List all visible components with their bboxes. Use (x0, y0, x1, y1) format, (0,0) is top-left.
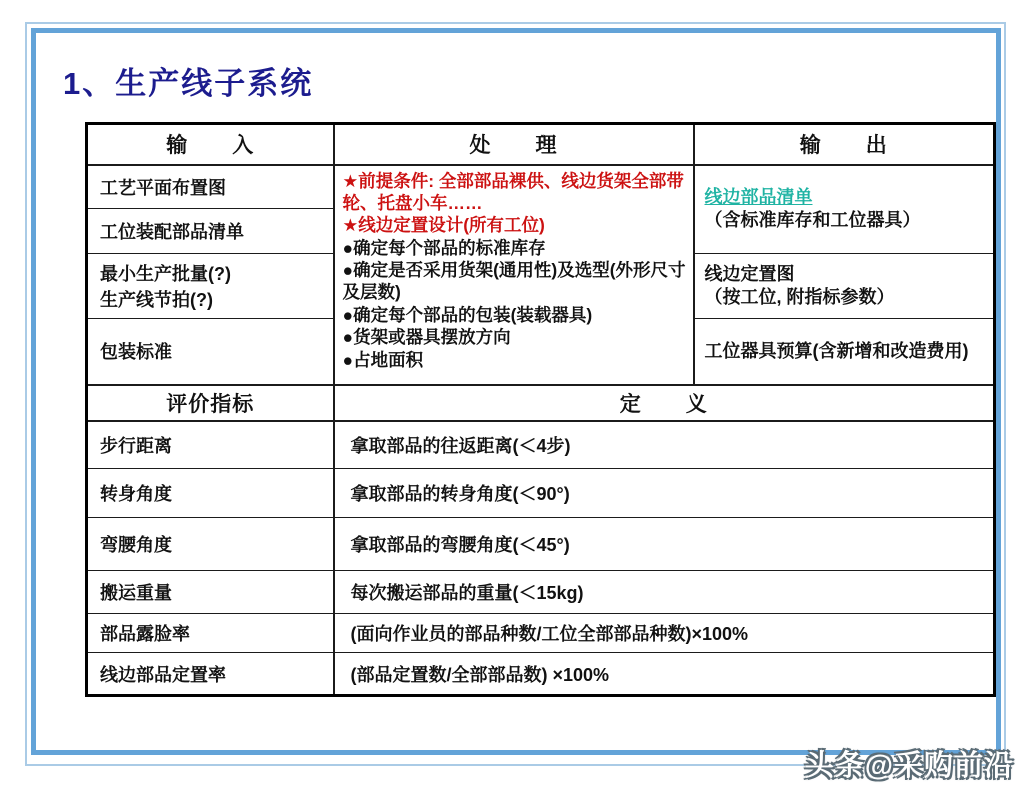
input-row-batch-takt (87, 254, 334, 319)
input-line-takt: 生产线节拍(?) (100, 290, 213, 310)
metric-name-walking-distance: 步行距离 (87, 421, 334, 469)
metric-definition: (部品定置数/全部部品数) ×100% (334, 653, 995, 696)
process-cell (334, 165, 694, 385)
output-cell-parts-list (694, 165, 995, 254)
metric-definition: (面向作业员的部品种数/工位全部部品种数)×100% (334, 614, 995, 653)
metric-row (87, 614, 995, 653)
page-title: 1、生产线子系统 (63, 66, 314, 101)
process-bullet-5: ●占地面积 (342, 349, 424, 370)
output-desc: （含标准库存和工位器具） (704, 210, 921, 231)
input-row-assembly-parts-list: 工位装配部品清单 (87, 209, 334, 254)
lineside-parts-list-link[interactable]: 线边部品清单 (704, 186, 813, 207)
metric-name-bending-angle: 弯腰角度 (87, 518, 334, 571)
output-title: 线边定置图 (704, 263, 795, 284)
process-bullet-2: ●确定是否采用货架(通用性)及选型(外形尺寸及层数) (342, 260, 686, 303)
metric-definition: 拿取部品的弯腰角度(＜45°) (334, 518, 995, 571)
process-bullet-3: ●确定每个部品的包装(装载器具) (342, 304, 593, 325)
metric-row (87, 421, 995, 469)
col-header-process: 处 理 (334, 124, 694, 165)
metric-name-turning-angle: 转身角度 (87, 469, 334, 518)
col-header-output: 输 出 (694, 124, 995, 165)
metric-row (87, 653, 995, 696)
output-title: 工位器具预算(含新增和改造费用) (704, 340, 969, 361)
output-cell-budget (694, 319, 995, 385)
metric-row (87, 518, 995, 571)
metric-definition: 拿取部品的转身角度(＜90°) (334, 469, 995, 518)
input-min-batch: 最小生产批量(?) (100, 264, 231, 284)
metric-definition: 每次搬运部品的重量(＜15kg) (334, 571, 995, 614)
input-row-layout-drawing: 工艺平面布置图 (87, 165, 334, 209)
watermark: 头条@采购前沿 (804, 750, 1014, 782)
process-premise-2: ★线边定置设计(所有工位) (342, 215, 545, 236)
metric-row (87, 469, 995, 518)
col-header-input: 输 入 (87, 124, 334, 165)
metric-name-carrying-weight: 搬运重量 (87, 571, 334, 614)
metrics-header-indicator: 评价指标 (87, 385, 334, 421)
metric-definition: 拿取部品的往返距离(＜4步) (334, 421, 995, 469)
process-bullet-4: ●货架或器具摆放方向 (342, 327, 511, 348)
production-line-table (85, 122, 996, 697)
process-bullet-1: ●确定每个部品的标准库存 (342, 237, 546, 258)
metric-name-parts-exposure-rate: 部品露脸率 (87, 614, 334, 653)
metric-row (87, 571, 995, 614)
process-premise-1: ★前提条件: 全部部品裸供、线边货架全部带轮、托盘小车…… (342, 170, 684, 213)
input-row-packaging-standard: 包装标准 (87, 319, 334, 385)
output-desc: （按工位, 附指标参数） (704, 287, 895, 307)
output-cell-layout-map (694, 254, 995, 319)
metrics-header-definition: 定 义 (334, 385, 995, 421)
metric-name-lineside-placement-rate: 线边部品定置率 (87, 653, 334, 696)
